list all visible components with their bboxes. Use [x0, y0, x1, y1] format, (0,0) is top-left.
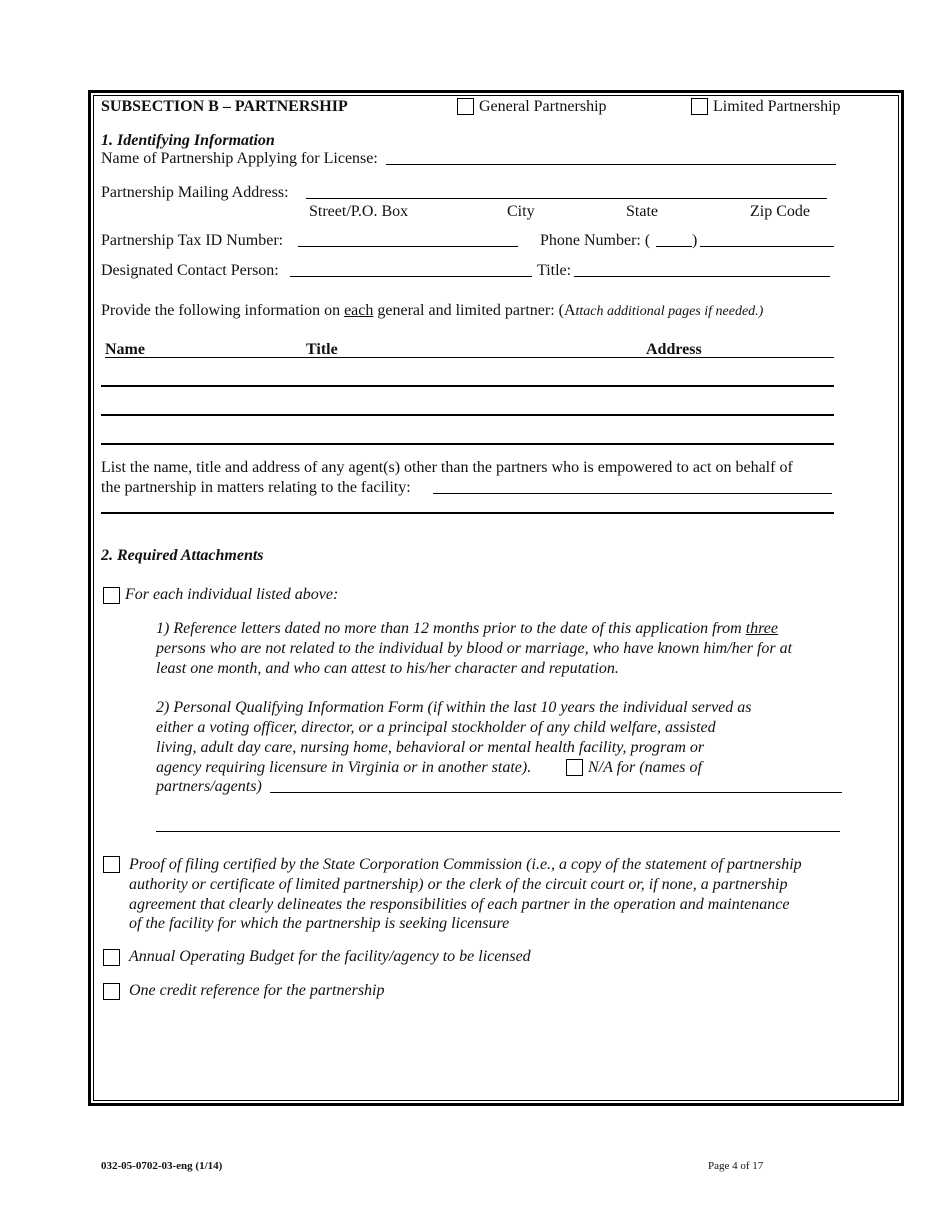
partner-row-line[interactable]: [101, 385, 834, 387]
proof-line-3: agreement that clearly delineates the responsibilities of each partner in the operation and maintenance: [129, 896, 790, 913]
agents-line-2: the partnership in matters relating to the facility:: [101, 479, 411, 496]
credit-label: One credit reference for the partnership: [129, 982, 385, 999]
mailing-address-label: Partnership Mailing Address:: [101, 184, 289, 201]
address-sub-state: State: [626, 203, 658, 220]
col-address-header: Address: [646, 341, 702, 358]
credit-checkbox[interactable]: [103, 983, 120, 1000]
limited-partnership-label: Limited Partnership: [713, 98, 841, 115]
identifying-heading: 1. Identifying Information: [101, 132, 275, 149]
phone-label: Phone Number: (: [540, 232, 651, 249]
limited-partnership-checkbox[interactable]: [691, 98, 708, 115]
item2-line-5: partners/agents): [156, 778, 262, 795]
instruction-mid: general and limited partner: (A: [373, 302, 576, 319]
instruction-start: Provide the following information on: [101, 302, 345, 319]
budget-label: Annual Operating Budget for the facility/agency to be licensed: [129, 948, 531, 965]
address-sub-zip: Zip Code: [750, 203, 810, 220]
phone-number-field[interactable]: [700, 246, 834, 247]
contact-title-label: Title:: [537, 262, 572, 279]
item1-three: three: [745, 620, 778, 637]
item2-line-4: agency requiring licensure in Virginia or in another state).: [156, 759, 532, 776]
general-partnership-label: General Partnership: [479, 98, 607, 115]
proof-line-2: authority or certificate of limited partnership) or the clerk of the circuit court or, if none, a partnership: [129, 876, 788, 893]
tax-id-field[interactable]: [298, 246, 518, 247]
item1-line-1: [156, 619, 778, 639]
each-individual-checkbox[interactable]: [103, 587, 120, 604]
phone-close-paren: ): [692, 232, 698, 249]
contact-title-field[interactable]: [574, 276, 830, 277]
mailing-address-field[interactable]: [306, 198, 827, 199]
each-individual-label: For each individual listed above:: [125, 586, 339, 603]
subsection-title: SUBSECTION B – PARTNERSHIP: [101, 98, 348, 115]
item1-line-2: persons who are not related to the individual by blood or marriage, who have known him/her for at: [156, 640, 793, 657]
form-id: 032-05-0702-03-eng (1/14): [101, 1160, 223, 1172]
instruction-end: ttach additional pages if needed.): [575, 304, 764, 319]
tax-id-label: Partnership Tax ID Number:: [101, 232, 284, 249]
item2-line-2: either a voting officer, director, or a principal stockholder of any child welfare, assisted: [156, 719, 716, 736]
agents-row-line[interactable]: [101, 512, 834, 514]
na-checkbox[interactable]: [566, 759, 583, 776]
agents-line-1: List the name, title and address of any agent(s) other than the partners who is empowered to act on behalf of: [101, 459, 793, 476]
instruction-each: each: [344, 302, 374, 319]
partner-row-line[interactable]: [101, 443, 834, 445]
address-sub-city: City: [507, 203, 535, 220]
col-title-header: Title: [306, 341, 338, 358]
contact-person-field[interactable]: [290, 276, 532, 277]
page-number: Page 4 of 17: [708, 1160, 764, 1172]
address-sub-street: Street/P.O. Box: [309, 203, 409, 220]
partner-row-line[interactable]: [101, 414, 834, 416]
na-label: N/A for (names of: [588, 759, 702, 776]
agents-field[interactable]: [433, 493, 832, 494]
item2-line-1: 2) Personal Qualifying Information Form (if within the last 10 years the individual served as: [156, 699, 752, 716]
partnership-name-label: Name of Partnership Applying for License:: [101, 150, 378, 167]
partners-instruction: [101, 301, 763, 322]
proof-filing-checkbox[interactable]: [103, 856, 120, 873]
partners-agents-field-2[interactable]: [156, 831, 840, 832]
proof-line-1: Proof of filing certified by the State Corporation Commission (i.e., a copy of the statement of partnership: [129, 856, 802, 873]
header-underline: [105, 357, 834, 358]
attachments-heading: 2. Required Attachments: [101, 547, 264, 564]
proof-line-4: of the facility for which the partnership is seeking licensure: [129, 915, 510, 932]
item1-line-3: least one month, and who can attest to his/her character and reputation.: [156, 660, 619, 677]
partnership-name-field[interactable]: [386, 164, 836, 165]
contact-person-label: Designated Contact Person:: [101, 262, 279, 279]
general-partnership-checkbox[interactable]: [457, 98, 474, 115]
phone-area-code-field[interactable]: [656, 246, 692, 247]
item2-line-3: living, adult day care, nursing home, behavioral or mental health facility, program or: [156, 739, 705, 756]
budget-checkbox[interactable]: [103, 949, 120, 966]
item1-text: 1) Reference letters dated no more than 12 months prior to the date of this application from: [156, 620, 746, 637]
col-name-header: Name: [105, 341, 145, 358]
partners-agents-field[interactable]: [270, 792, 842, 793]
